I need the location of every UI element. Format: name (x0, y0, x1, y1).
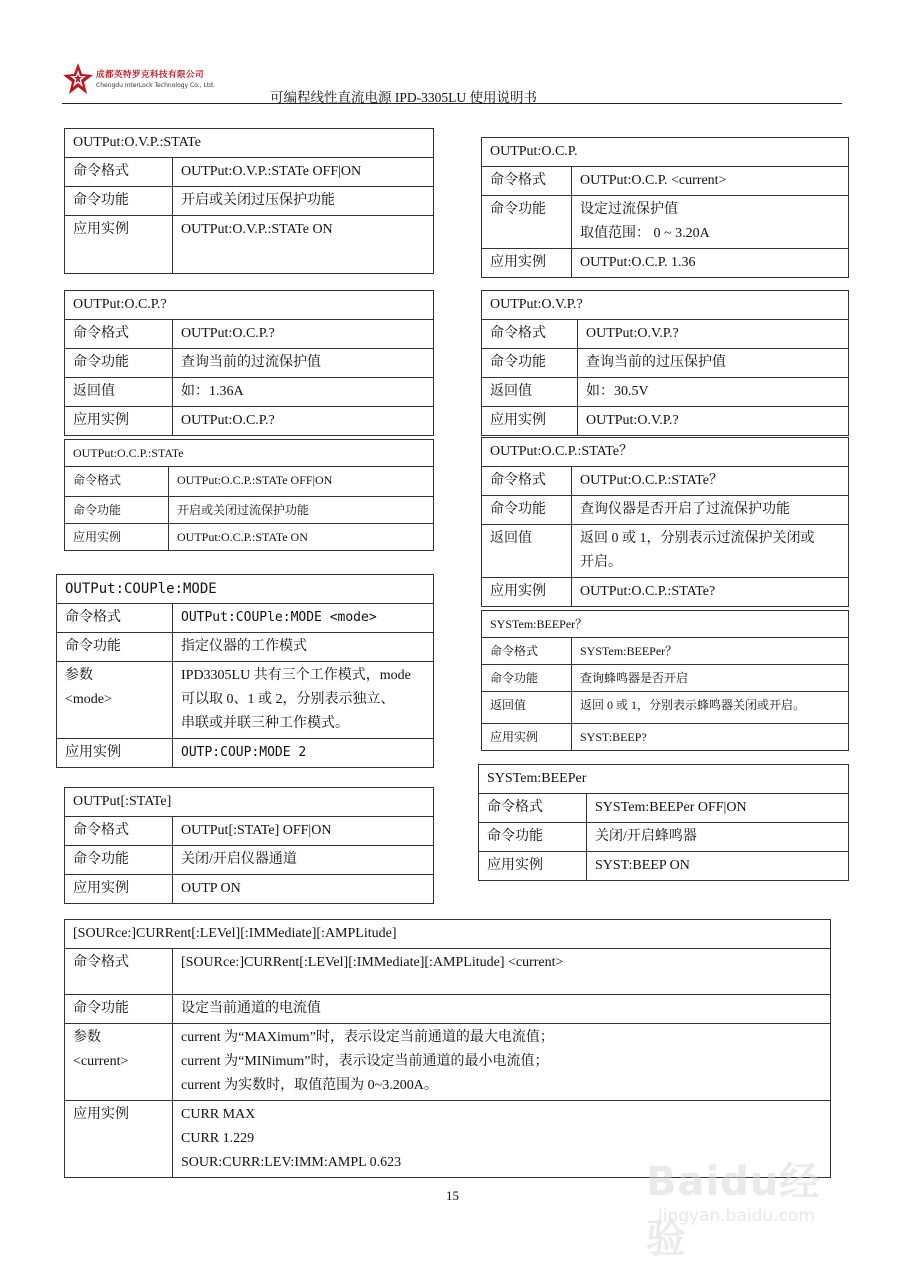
row-label (57, 662, 173, 739)
table-row (482, 349, 849, 378)
table-title: OUTPut:COUPle:MODE (57, 575, 434, 604)
row-label: 命令格式 (482, 638, 572, 665)
row-value: OUTPut:O.C.P. 1.36 (572, 249, 849, 278)
table-current-set (64, 919, 831, 1178)
table-row (482, 724, 849, 751)
row-label: 命令格式 (65, 467, 169, 497)
row-label: 命令功能 (65, 497, 169, 524)
row-label: 返回值 (65, 378, 173, 407)
row-value (173, 1024, 831, 1101)
row-label: 命令功能 (65, 187, 173, 216)
row-value: SYST:BEEP? (572, 724, 849, 751)
row-label: 命令格式 (65, 949, 173, 995)
row-value: OUTPut:O.C.P. <current> (572, 167, 849, 196)
row-label: 应用实例 (65, 875, 173, 904)
table-row (482, 638, 849, 665)
table-row (65, 467, 434, 497)
row-value: 开启或关闭过压保护功能 (173, 187, 434, 216)
value-line: current 为实数时，取值范围为 0~3.200A。 (181, 1078, 438, 1093)
row-label: 命令功能 (65, 995, 173, 1024)
row-label: 应用实例 (65, 1101, 173, 1178)
row-value: OUTP:COUP:MODE 2 (173, 739, 434, 768)
row-label: 返回值 (482, 525, 572, 578)
table-row (65, 187, 434, 216)
table-row (57, 633, 434, 662)
row-value: 返回 0 或 1，分别表示蜂鸣器关闭或开启。 (572, 692, 849, 724)
table-row (65, 949, 831, 995)
document-title: 可编程线性直流电源 IPD-3305LU 使用说明书 (270, 90, 537, 105)
table-title: [SOURce:]CURRent[:LEVel][:IMMediate][:AMPLitude] (65, 920, 831, 949)
row-value: SYST:BEEP ON (587, 852, 849, 881)
table-ocp-set (481, 137, 849, 278)
table-title: OUTPut:O.C.P.:STATe？ (482, 438, 849, 467)
table-output-state (64, 787, 434, 904)
row-value: OUTPut:O.V.P.:STATe OFF|ON (173, 158, 434, 187)
watermark-brand: Baidu经验 (646, 1159, 821, 1262)
value-line: 开启。 (580, 555, 622, 570)
row-value (572, 525, 849, 578)
row-value: OUTPut:COUPle:MODE <mode> (173, 604, 434, 633)
table-couple-mode (56, 574, 434, 768)
page-number: 15 (446, 1188, 459, 1203)
table-row (482, 167, 849, 196)
label-line: <current> (73, 1054, 129, 1069)
row-value: OUTPut:O.V.P.? (578, 407, 849, 436)
row-value: 关闭/开启蜂鸣器 (587, 823, 849, 852)
row-label: 应用实例 (65, 407, 173, 436)
logo-star-icon (62, 62, 94, 96)
row-label: 命令格式 (479, 794, 587, 823)
value-line: current 为“MAXimum”时，表示设定当前通道的最大电流值； (181, 1030, 554, 1045)
table-ovp-query (481, 290, 849, 436)
row-value: OUTPut:O.C.P.:STATe? (572, 578, 849, 607)
table-row (65, 995, 831, 1024)
row-value: OUTPut:O.C.P.:STATe？ (572, 467, 849, 496)
row-label: 命令功能 (65, 349, 173, 378)
table-row (482, 665, 849, 692)
row-label: 返回值 (482, 378, 578, 407)
row-label: 应用实例 (65, 524, 169, 551)
table-title: OUTPut:O.V.P.:STATe (65, 129, 434, 158)
row-label: 命令功能 (57, 633, 173, 662)
table-row (479, 823, 849, 852)
row-value: 如：1.36A (173, 378, 434, 407)
table-row (65, 497, 434, 524)
table-row (65, 158, 434, 187)
table-title: OUTPut:O.C.P. (482, 138, 849, 167)
row-label: 应用实例 (57, 739, 173, 768)
watermark (640, 1150, 860, 1260)
row-value: 查询当前的过压保护值 (578, 349, 849, 378)
row-value: 查询蜂鸣器是否开启 (572, 665, 849, 692)
table-beeper-set (478, 764, 849, 881)
value-line: CURR 1.229 (181, 1131, 255, 1146)
company-name-en: Chengdu InterLock Technology Co., Ltd. (96, 82, 215, 89)
row-label: 应用实例 (482, 249, 572, 278)
row-value: OUTPut:O.V.P.? (578, 320, 849, 349)
table-row (57, 604, 434, 633)
row-label: 命令功能 (479, 823, 587, 852)
table-row (482, 496, 849, 525)
table-beeper-query (481, 610, 849, 751)
table-row (57, 739, 434, 768)
row-value: 关闭/开启仪器通道 (173, 846, 434, 875)
table-row (65, 378, 434, 407)
row-label: 命令功能 (65, 846, 173, 875)
table-row (65, 875, 434, 904)
table-title: OUTPut:O.C.P.? (65, 291, 434, 320)
label-line: <mode> (65, 692, 112, 707)
row-label: 命令功能 (482, 496, 572, 525)
table-row (482, 467, 849, 496)
table-row (65, 1024, 831, 1101)
table-row (65, 817, 434, 846)
row-label: 命令格式 (65, 320, 173, 349)
row-label: 命令格式 (57, 604, 173, 633)
row-value: OUTPut:O.C.P.? (173, 320, 434, 349)
row-value: OUTPut:O.C.P.:STATe ON (169, 524, 434, 551)
table-row (65, 320, 434, 349)
row-value: OUTP ON (173, 875, 434, 904)
table-ocp-state (64, 439, 434, 551)
table-row (57, 662, 434, 739)
row-value: 如：30.5V (578, 378, 849, 407)
row-value: 指定仪器的工作模式 (173, 633, 434, 662)
table-row (482, 578, 849, 607)
header-divider (62, 103, 842, 104)
row-value: SYSTem:BEEPer OFF|ON (587, 794, 849, 823)
row-label: 命令格式 (65, 817, 173, 846)
table-ocp-query (64, 290, 434, 436)
value-line: 取值范围： 0 ~ 3.20A (580, 226, 710, 241)
value-line: current 为“MINimum”时，表示设定当前通道的最小电流值； (181, 1054, 549, 1069)
table-title: OUTPut[:STATe] (65, 788, 434, 817)
table-row (482, 525, 849, 578)
row-value: 查询仪器是否开启了过流保护功能 (572, 496, 849, 525)
row-value: OUTPut:O.V.P.:STATe ON (173, 216, 434, 274)
row-label (65, 1024, 173, 1101)
company-logo (62, 62, 252, 102)
table-row (482, 692, 849, 724)
label-line: 参数 (65, 668, 93, 683)
row-label: 命令功能 (482, 665, 572, 692)
row-label: 命令格式 (65, 158, 173, 187)
value-line: SOUR:CURR:LEV:IMM:AMPL 0.623 (181, 1155, 402, 1170)
value-line: 设定过流保护值 (580, 202, 678, 217)
row-value: OUTPut:O.C.P.:STATe OFF|ON (169, 467, 434, 497)
table-title: SYSTem:BEEPer？ (482, 611, 849, 638)
table-row (479, 852, 849, 881)
value-line: 可以取 0、1 或 2，分别表示独立、 (181, 692, 395, 707)
row-value: 设定当前通道的电流值 (173, 995, 831, 1024)
label-line: 参数 (73, 1030, 101, 1045)
company-name-cn: 成都英特罗克科技有限公司 (96, 70, 205, 80)
row-value: 开启或关闭过流保护功能 (169, 497, 434, 524)
row-label: 应用实例 (65, 216, 173, 274)
table-row (482, 378, 849, 407)
row-label: 应用实例 (479, 852, 587, 881)
row-value (572, 196, 849, 249)
table-row (65, 216, 434, 274)
table-row (65, 407, 434, 436)
row-value (173, 662, 434, 739)
table-row (65, 524, 434, 551)
table-title: SYSTem:BEEPer (479, 765, 849, 794)
watermark-url: jingyan.baidu.com (658, 1206, 815, 1226)
row-label: 命令功能 (482, 196, 572, 249)
row-value: 查询当前的过流保护值 (173, 349, 434, 378)
table-title: OUTPut:O.C.P.:STATe (65, 440, 434, 467)
row-label: 返回值 (482, 692, 572, 724)
table-row (479, 794, 849, 823)
table-title: OUTPut:O.V.P.? (482, 291, 849, 320)
table-row (482, 407, 849, 436)
row-label: 命令格式 (482, 167, 572, 196)
table-row (65, 349, 434, 378)
table-row (482, 196, 849, 249)
row-value: OUTPut[:STATe] OFF|ON (173, 817, 434, 846)
row-label: 命令功能 (482, 349, 578, 378)
row-value: SYSTem:BEEPer？ (572, 638, 849, 665)
table-ovp-state (64, 128, 434, 274)
table-row (482, 320, 849, 349)
row-value: OUTPut:O.C.P.? (173, 407, 434, 436)
table-ocp-state-query (481, 437, 849, 607)
value-line: IPD3305LU 共有三个工作模式，mode (181, 668, 411, 683)
row-label: 命令格式 (482, 467, 572, 496)
row-label: 应用实例 (482, 578, 572, 607)
value-line: CURR MAX (181, 1107, 256, 1122)
row-label: 应用实例 (482, 724, 572, 751)
table-row (65, 846, 434, 875)
row-label: 应用实例 (482, 407, 578, 436)
value-line: 串联或并联三种工作模式。 (181, 716, 349, 731)
row-value: [SOURce:]CURRent[:LEVel][:IMMediate][:AMPLitude] <current> (173, 949, 831, 995)
table-row (482, 249, 849, 278)
value-line: 返回 0 或 1，分别表示过流保护关闭或 (580, 531, 815, 546)
row-label: 命令格式 (482, 320, 578, 349)
